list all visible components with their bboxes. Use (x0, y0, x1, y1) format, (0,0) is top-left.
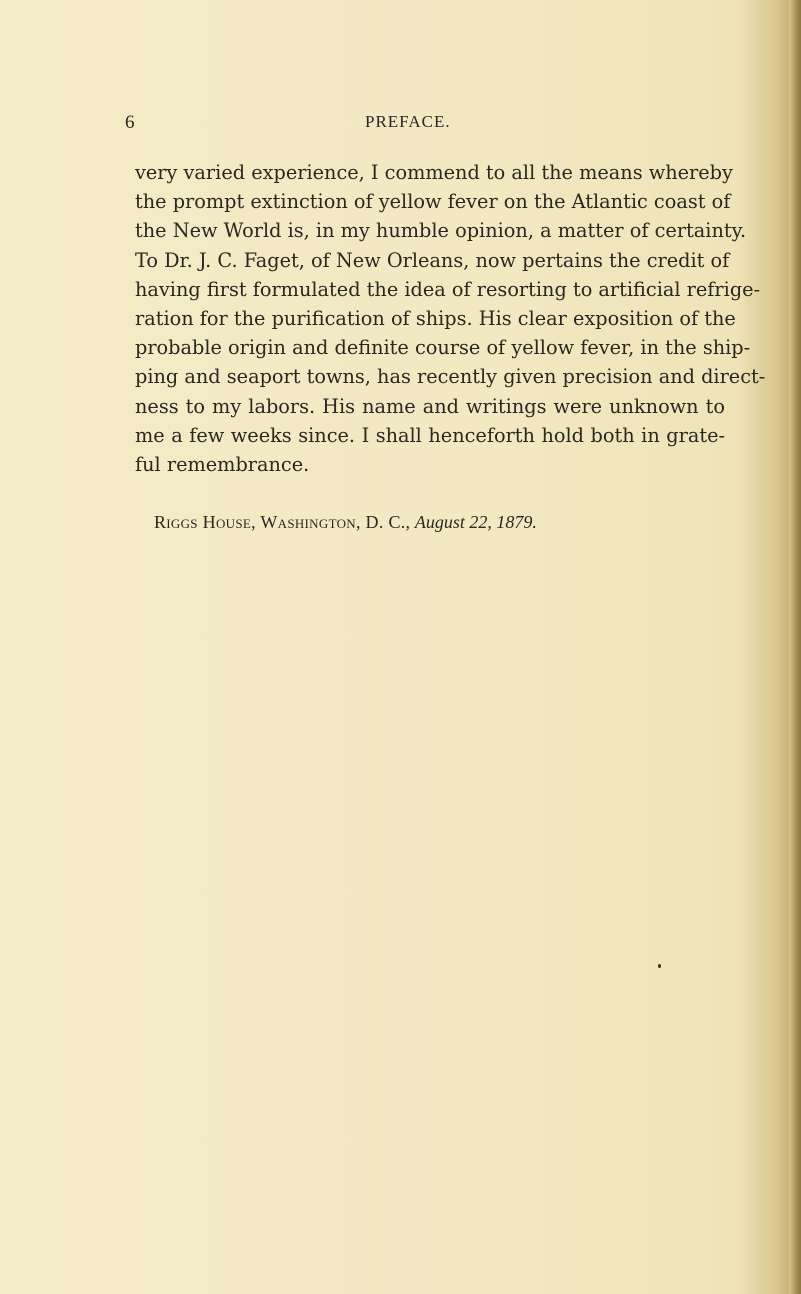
text-line: the New World is, in my humble opinion, a matter of certainty. (135, 219, 747, 243)
paper-speck (658, 964, 661, 968)
signature-line (154, 512, 537, 533)
running-head: PREFACE. (365, 112, 451, 131)
text-line: me a few weeks since. I shall henceforth hold both in grate- (135, 423, 725, 447)
text-line: To Dr. J. C. Faget, of New Orleans, now pertains the credit of (135, 248, 730, 272)
signature-date: August 22, 1879. (414, 512, 537, 532)
text-line: ping and seaport towns, has recently given precision and direct- (135, 365, 766, 389)
text-line: ful remembrance. (135, 453, 310, 477)
text-line: probable origin and definite course of yellow fever, in the ship- (135, 336, 751, 360)
text-line: ness to my labors. His name and writings were unknown to (135, 394, 725, 418)
signature-place: Riggs House, Washington, D. C., (154, 512, 411, 532)
text-line: very varied experience, I commend to all the means whereby (135, 161, 733, 184)
page-number: 6 (125, 112, 135, 133)
preface-paragraph (135, 158, 766, 479)
page-edge (789, 0, 801, 1294)
text-line: having first formulated the idea of resorting to artificial refrige- (135, 277, 761, 301)
text-line: the prompt extinction of yellow fever on the Atlantic coast of (135, 190, 731, 214)
text-line: ration for the purification of ships. His clear exposition of the (135, 307, 736, 331)
